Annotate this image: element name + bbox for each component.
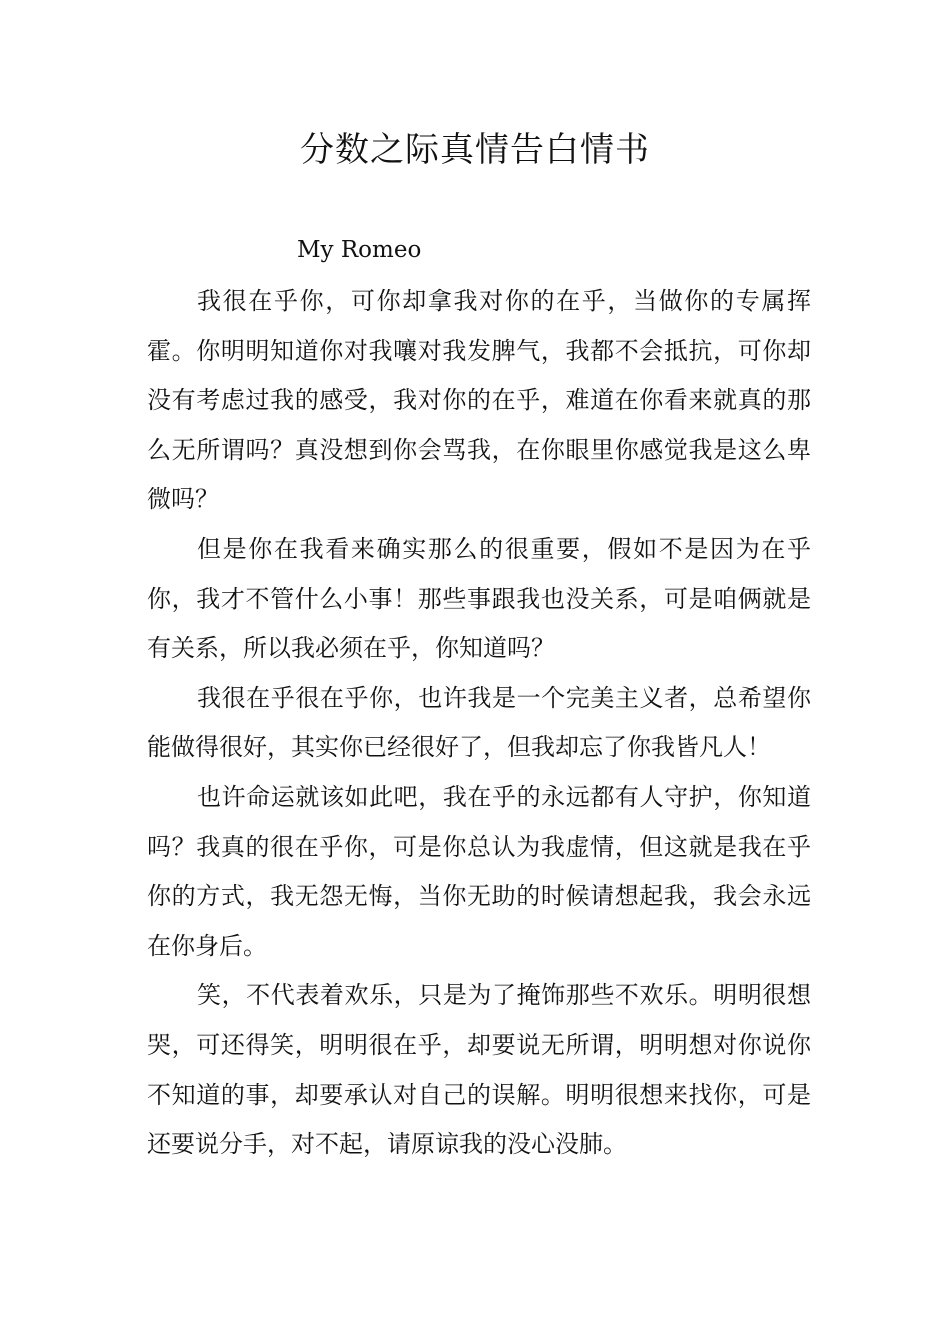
paragraph-2: 但是你在我看来确实那么的很重要，假如不是因为在乎你，我才不管什么小事！那些事跟我也没关系，可是咱俩就是有关系，所以我必须在乎，你知道吗？ (147, 534, 811, 663)
letter-body (147, 277, 811, 1170)
document-title: 分数之际真情告白情书 (300, 130, 650, 170)
paragraph-4: 也许命运就该如此吧，我在乎的永远都有人守护，你知道吗？我真的很在乎你，可是你总认为我虚情，但这就是我在乎你的方式，我无怨无悔，当你无助的时候请想起我，我会永远在你身后。 (147, 782, 811, 960)
paragraph-3: 我很在乎很在乎你，也许我是一个完美主义者，总希望你能做得很好，其实你已经很好了，但我却忘了你我皆凡人！ (147, 683, 811, 762)
paragraph-1: 我很在乎你，可你却拿我对你的在乎，当做你的专属挥霍。你明明知道你对我嚷对我发脾气，我都不会抵抗，可你却没有考虑过我的感受，我对你的在乎，难道在你看来就真的那么无所谓吗？真没想到你会骂我，在你眼里你感觉我是这么卑微吗？ (147, 287, 811, 514)
paragraph-5: 笑，不代表着欢乐，只是为了掩饰那些不欢乐。明明很想哭，可还得笑，明明很在乎，却要说无所谓，明明想对你说你不知道的事，却要承认对自己的误解。明明很想来找你，可是还要说分手，对不起，请原谅我的没心没肺。 (147, 981, 811, 1159)
salutation: My Romeo (297, 237, 422, 263)
